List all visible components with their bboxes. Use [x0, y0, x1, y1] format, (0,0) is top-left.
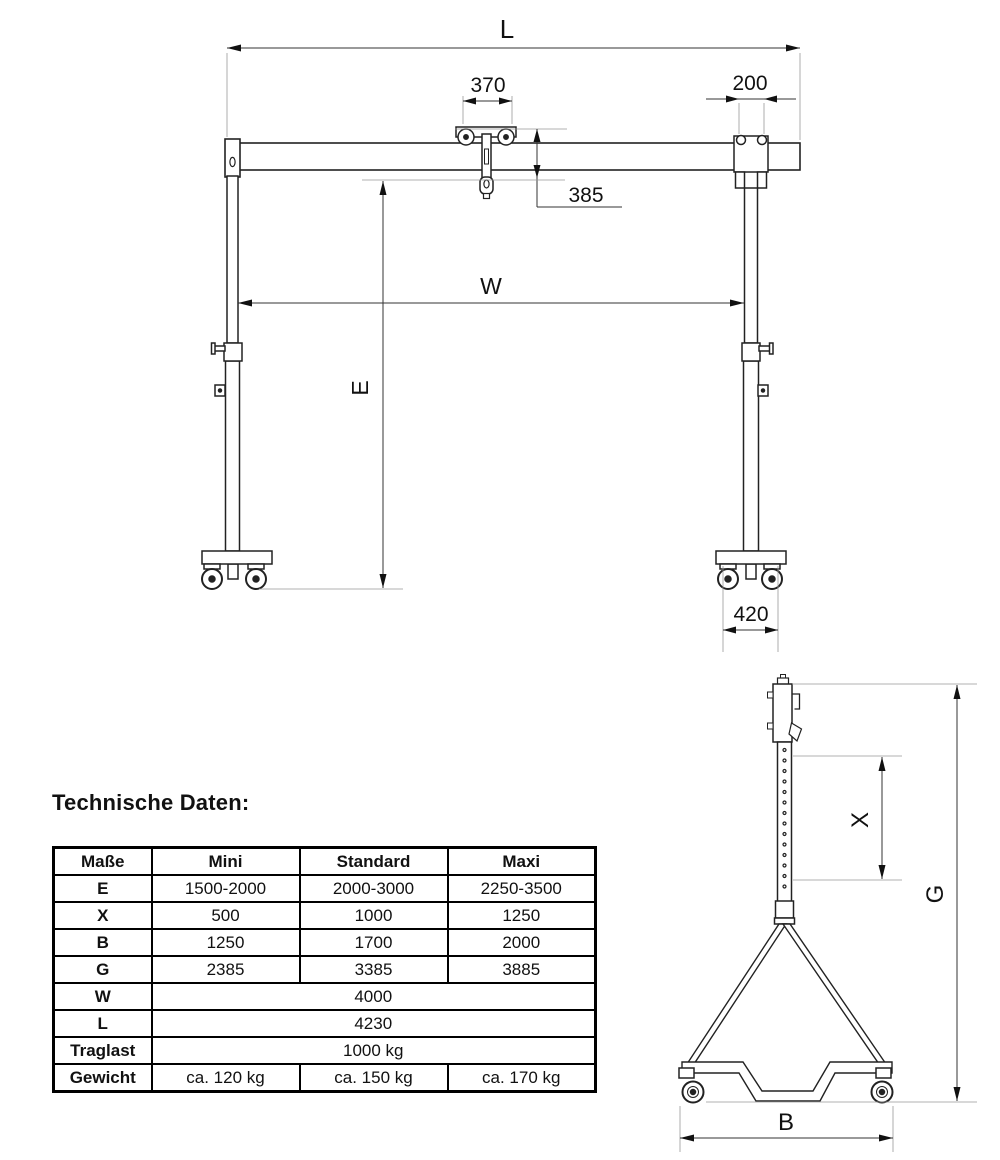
base-bar	[682, 1062, 892, 1101]
cell: 3385	[300, 956, 448, 983]
right-leg-pin	[759, 346, 770, 351]
cell: 2250-3500	[448, 875, 596, 902]
table-row	[54, 929, 596, 956]
dim-label-L: L	[499, 14, 515, 44]
beam-right-clamp	[734, 136, 768, 189]
table-row	[54, 875, 596, 902]
row-label-E: E	[54, 875, 152, 902]
dim-label-385: 385	[568, 184, 604, 207]
dim-label-370: 370	[470, 74, 506, 97]
cell-span: 4230	[152, 1010, 596, 1037]
dim-label-B: B	[777, 1109, 795, 1136]
dim-200	[706, 72, 796, 134]
cell: ca. 120 kg	[152, 1064, 300, 1092]
dim-L	[227, 14, 800, 140]
technical-data-table	[52, 846, 597, 1093]
section-heading: Technische Daten:	[52, 790, 250, 815]
row-label-G: G	[54, 956, 152, 983]
cell-span: 4000	[152, 983, 596, 1010]
left-base-casters	[202, 551, 272, 589]
right-base-casters	[716, 551, 786, 589]
table-row	[54, 1037, 596, 1064]
dim-label-X: X	[847, 811, 874, 829]
row-label-traglast: Traglast	[54, 1037, 152, 1064]
table-header-row	[54, 848, 596, 876]
row-label-gewicht: Gewicht	[54, 1064, 152, 1092]
side-column	[768, 675, 802, 925]
dim-label-G: G	[922, 884, 949, 904]
left-leg-clamp	[224, 343, 242, 361]
cell-span: 1000 kg	[152, 1037, 596, 1064]
dim-X	[793, 756, 902, 880]
col-header-standard: Standard	[300, 848, 448, 876]
cell: ca. 170 kg	[448, 1064, 596, 1092]
cell: 2000-3000	[300, 875, 448, 902]
dim-B	[680, 1106, 893, 1152]
side-a-frame	[682, 924, 892, 1101]
table-row	[54, 1010, 596, 1037]
table-row	[54, 902, 596, 929]
cell: 2000	[448, 929, 596, 956]
dim-label-200: 200	[732, 72, 768, 95]
row-label-W: W	[54, 983, 152, 1010]
dim-G	[792, 684, 977, 1101]
cell: 1000	[300, 902, 448, 929]
cell: 1700	[300, 929, 448, 956]
row-label-B: B	[54, 929, 152, 956]
col-header-mini: Mini	[152, 848, 300, 876]
col-header-maxi: Maxi	[448, 848, 596, 876]
cell: 3885	[448, 956, 596, 983]
cell: ca. 150 kg	[300, 1064, 448, 1092]
cell: 1250	[448, 902, 596, 929]
dim-label-W: W	[480, 273, 502, 299]
dim-370	[463, 74, 512, 124]
table-row	[54, 983, 596, 1010]
col-header-masse: Maße	[54, 848, 152, 876]
dim-W	[238, 273, 744, 307]
dim-label-E: E	[347, 380, 373, 396]
right-leg-clamp	[742, 343, 760, 361]
right-leg	[742, 188, 773, 551]
cell: 500	[152, 902, 300, 929]
table-row	[54, 956, 596, 983]
leg-side-view-drawing	[640, 665, 1000, 1160]
table-row	[54, 1064, 596, 1092]
cell: 1500-2000	[152, 875, 300, 902]
cell: 2385	[152, 956, 300, 983]
row-label-L: L	[54, 1010, 152, 1037]
dim-E	[259, 180, 565, 589]
left-leg	[212, 176, 243, 551]
row-label-X: X	[54, 902, 152, 929]
gantry-beam	[225, 139, 800, 177]
dim-label-420: 420	[733, 603, 769, 626]
cell: 1250	[152, 929, 300, 956]
